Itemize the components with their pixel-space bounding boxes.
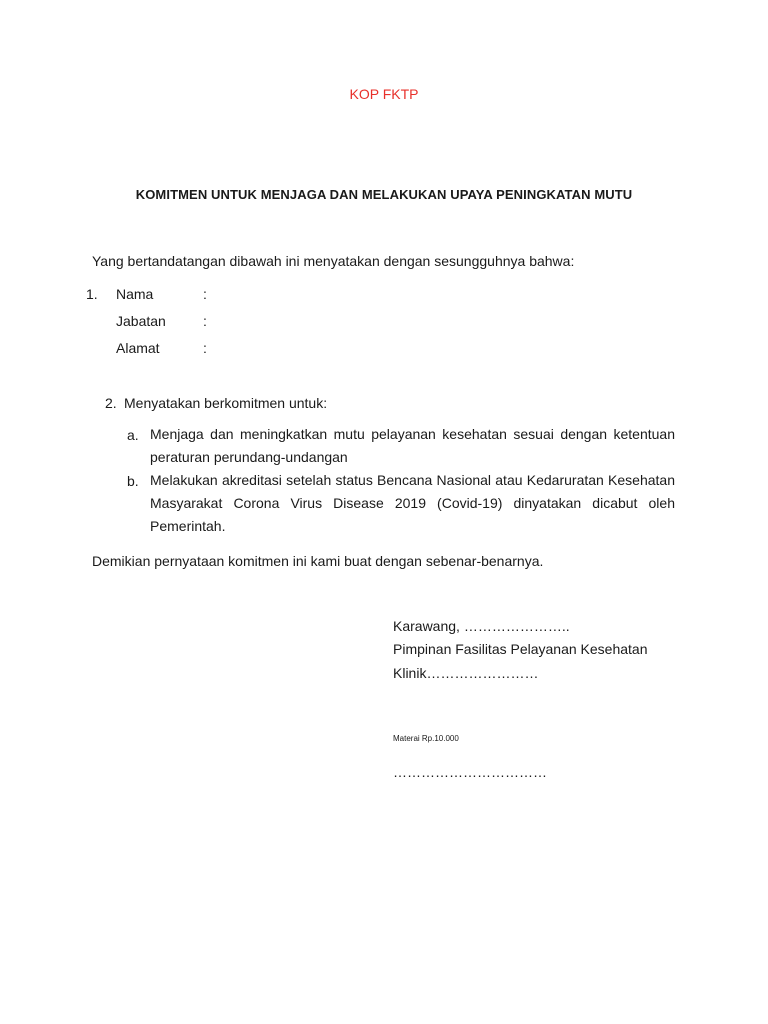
field-colon-alamat: :: [203, 340, 207, 356]
signatory-position: Pimpinan Fasilitas Pelayanan Kesehatan: [393, 641, 648, 657]
subitem-a-text: Menjaga dan meningkatkan mutu pelayanan kesehatan sesuai dengan ketentuan peraturan perundang-undangan: [150, 426, 675, 465]
item-2-text: Menyatakan berkomitmen untuk:: [124, 395, 328, 411]
closing-statement: Demikian pernyataan komitmen ini kami buat dengan sebenar-benarnya.: [92, 553, 544, 569]
intro-statement: Yang bertandatangan dibawah ini menyatakan dengan sesungguhnya bahwa:: [92, 253, 575, 269]
document-title: KOMITMEN UNTUK MENJAGA DAN MELAKUKAN UPAYA PENINGKATAN MUTU: [135, 187, 633, 202]
field-colon-jabatan: :: [203, 313, 207, 329]
field-label-jabatan: Jabatan: [116, 313, 166, 329]
materai-stamp-note: Materai Rp.10.000: [393, 734, 459, 743]
field-label-alamat: Alamat: [116, 340, 160, 356]
field-colon-nama: :: [203, 286, 207, 302]
clinic-name: Klinik……………………: [393, 665, 539, 681]
subitem-a-letter: a.: [127, 427, 139, 443]
signature-name-line: ……………………………: [393, 764, 547, 780]
subitem-b-text: Melakukan akreditasi setelah status Bencana Nasional atau Kedaruratan Kesehatan Masyarakat Corona Virus Disease 2019 (Covid-19) dinyatakan dicabut oleh Pemerintah.: [150, 472, 675, 534]
field-label-nama: Nama: [116, 286, 154, 302]
subitem-b-letter: b.: [127, 473, 139, 489]
kop-header: KOP FKTP: [349, 86, 419, 102]
item-1-number: 1.: [86, 286, 98, 302]
place-date: Karawang, …………………..: [393, 618, 570, 634]
item-2-number: 2.: [105, 395, 117, 411]
